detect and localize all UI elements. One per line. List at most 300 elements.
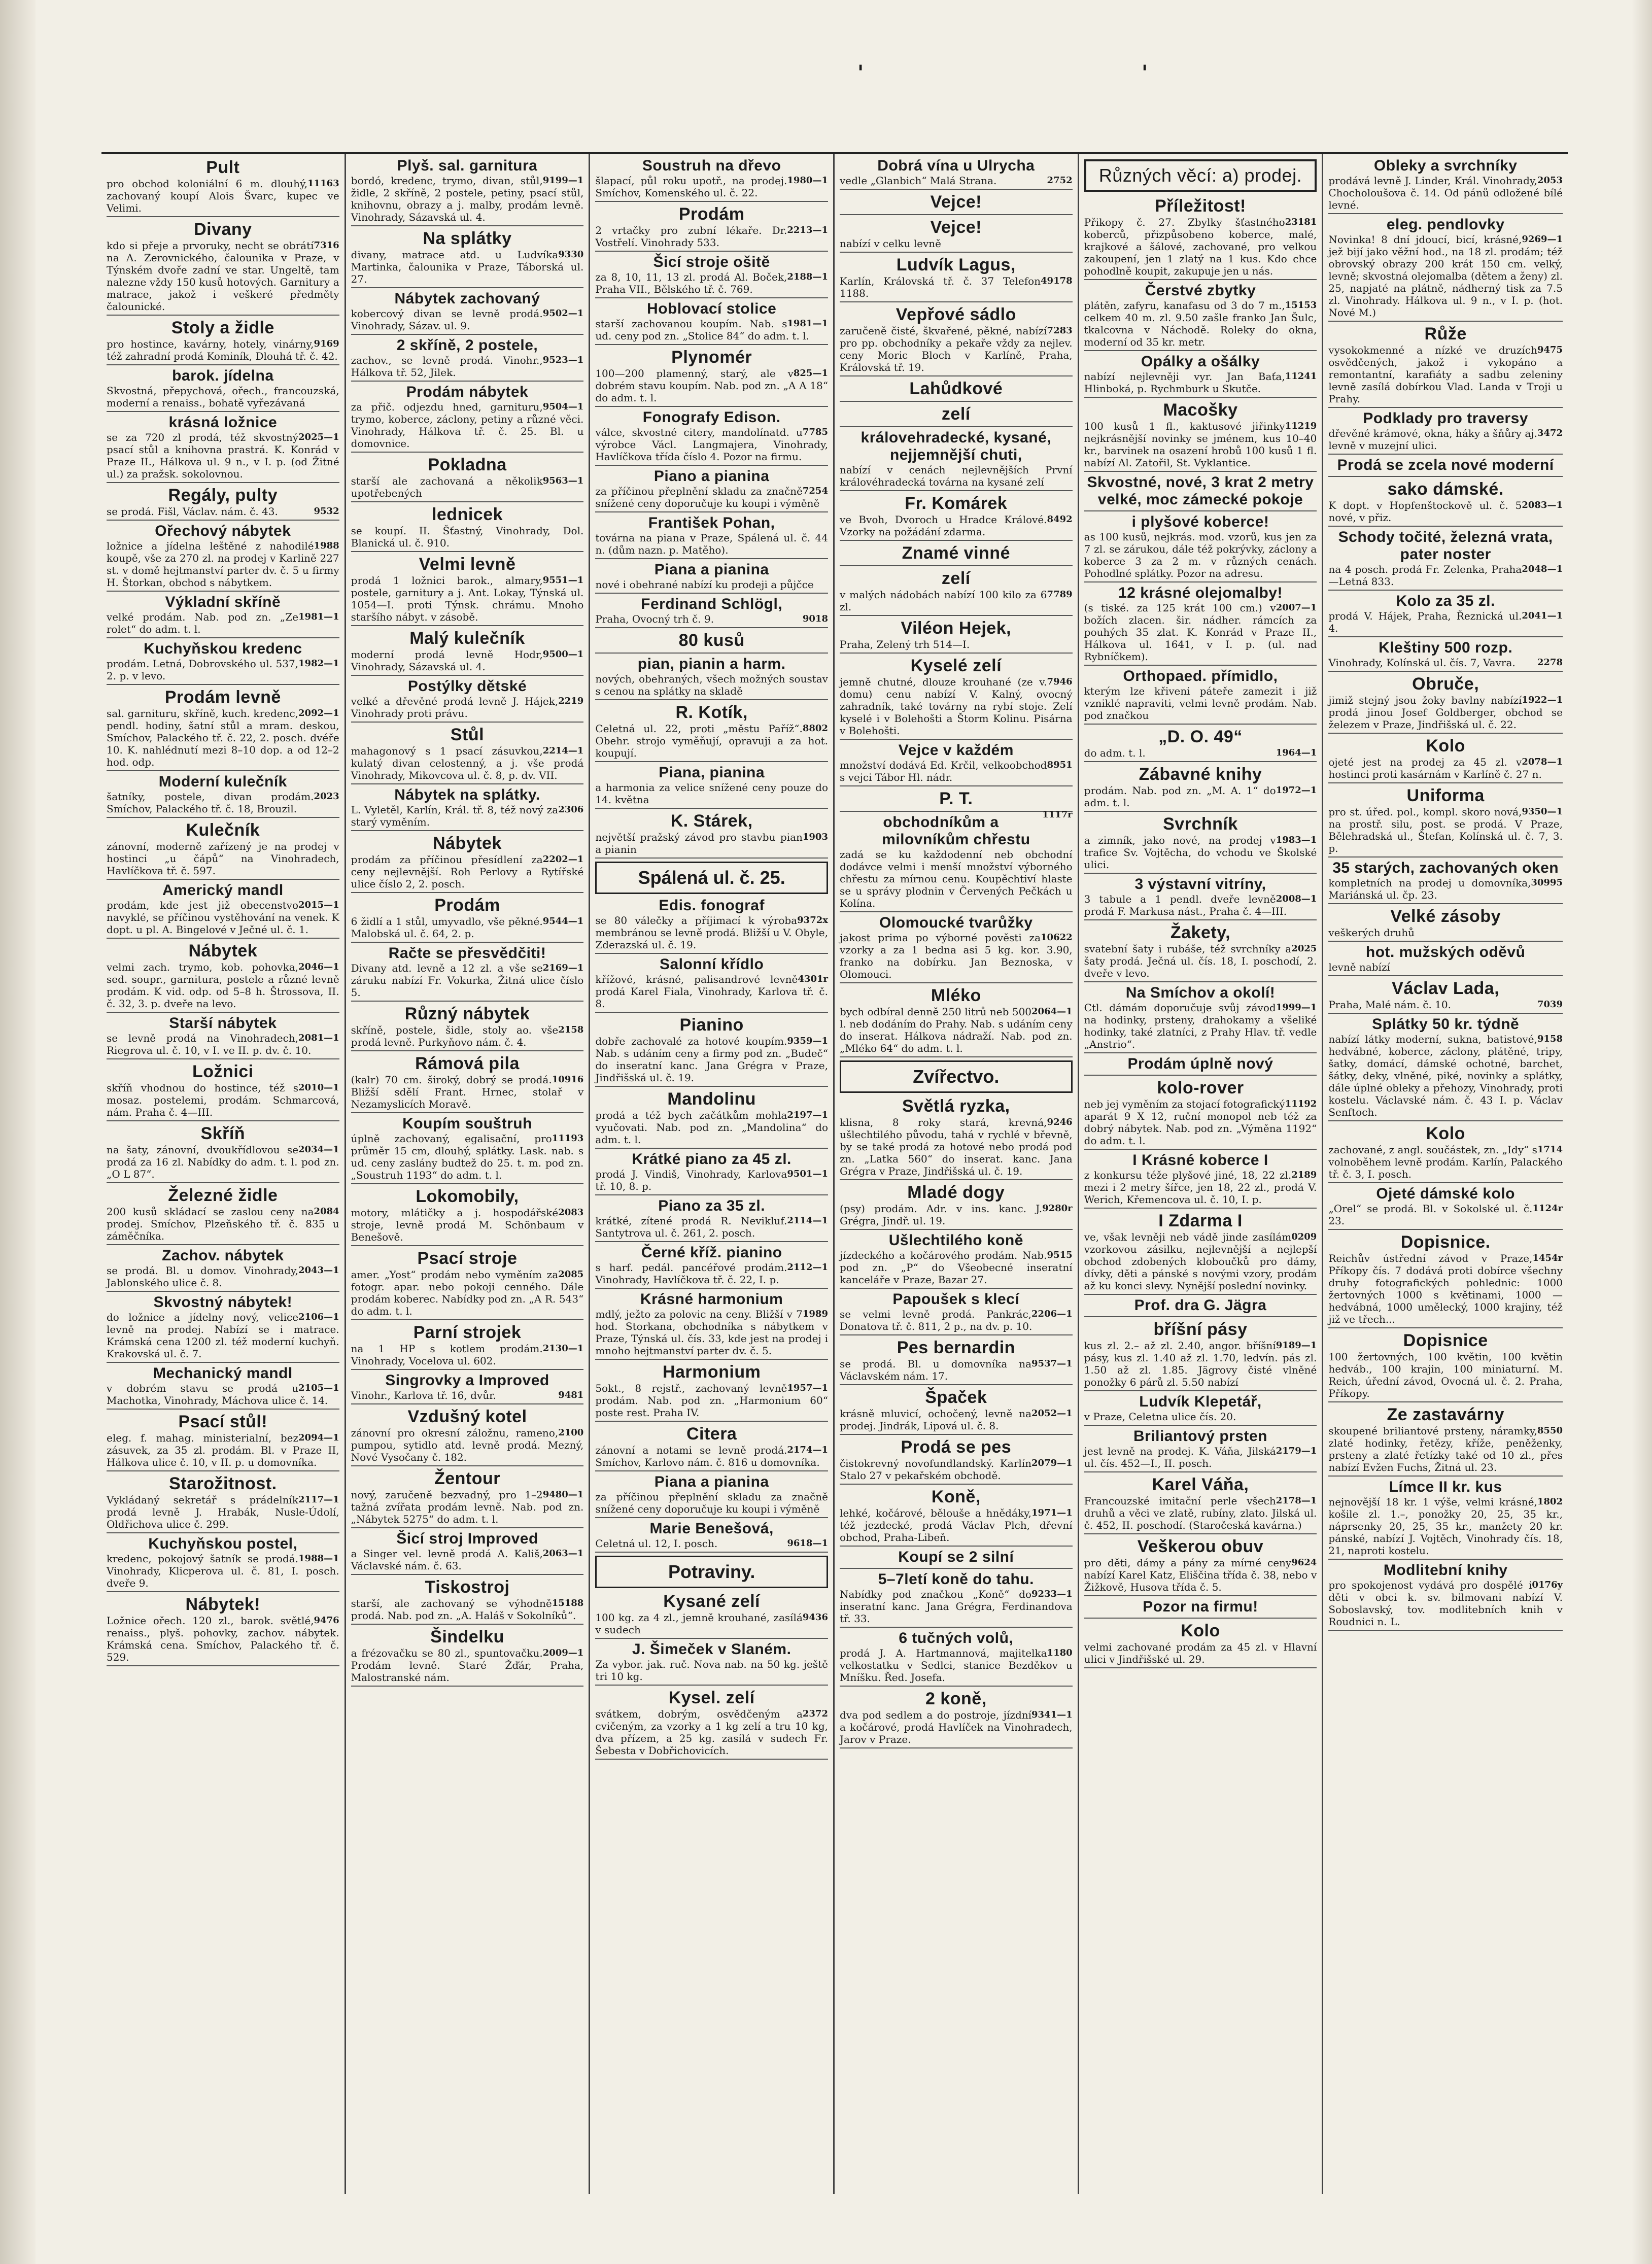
classified-ad: [1084, 1536, 1317, 1596]
ad-text: Celetná ul. 22, proti „městu Paříž“. Obehr. strojo vyměňují, opravuji a za hot. koupují.: [595, 723, 828, 759]
classified-ad: [840, 404, 1073, 427]
ad-body: [351, 1074, 584, 1110]
ad-text: Francouzské imitační perle všech druhů a věci ve zlatě, rubíny, zlato. Jilská ul. č. 452, II. poschodí. (Staročeská kavárna.): [1084, 1495, 1317, 1531]
classified-ad: [595, 561, 828, 594]
ad-body: [107, 338, 339, 362]
ad-number: 15153: [1285, 300, 1317, 311]
ad-text: nejnovější 18 kr. 1 výše, velmi krásné, košile zl. 1.–, ponožky 20, 25, 35 kr., náprsenky 20, 25, 35 kr., manžety 20 kr. pánské, nabízí J. Vojtěch, Vinohrady čís. 18, 21, naproti kostelu.: [1328, 1496, 1563, 1557]
classified-ad: [351, 1407, 584, 1466]
classified-ad: [351, 290, 584, 335]
ad-body: [840, 676, 1073, 737]
ad-headline: lednicek: [431, 505, 503, 524]
ad-body: [595, 1444, 828, 1468]
ad-body: [840, 1249, 1073, 1286]
classified-ad: [351, 504, 584, 552]
ad-body: [1084, 893, 1317, 917]
classified-ad: [840, 568, 1073, 616]
classified-ad: [351, 1115, 584, 1184]
ad-headline: Krásné harmonium: [640, 1291, 783, 1308]
classified-ad: [107, 157, 339, 217]
ad-number: 2188—1: [787, 271, 828, 282]
ad-text: kredenc, pokojový šatník se prodá. Vinohrady, Klicperova ul. č. 81, I. posch. dveře 9.: [107, 1553, 339, 1589]
ad-body: [351, 175, 584, 223]
ad-number: 0209: [1291, 1231, 1317, 1242]
ad-text: a frézovačku se 80 zl., spuntovačku. Prodám levně. Staré Žďár, Praha, Malostranské nám.: [351, 1647, 584, 1684]
classified-ad: [1328, 1330, 1563, 1402]
ad-text: Vinohrady, Kolínská ul. čís. 7, Vavra.: [1328, 657, 1516, 669]
ad-body: [351, 1207, 584, 1243]
classified-ad: [840, 217, 1073, 253]
ad-headline: Prodám nábytek: [406, 384, 529, 400]
classified-columns: [101, 152, 1568, 2194]
ad-headline: Zachov. nábytek: [162, 1247, 284, 1264]
ad-text: Celetná ul. 12, I. posch.: [595, 1537, 718, 1550]
ad-text: kdo si přeje a prvoruky, necht se obrátí na A. Zerovnického, čalounika v Praze, v Týnském dvoře zadní ve star. Ungeltě, tam nalezne vždy 150 kusů hotových. Garnitury a matrace, jakož i veškeré předměty čalounické.: [107, 239, 339, 313]
ad-headline: Kyselé zelí: [910, 656, 1002, 675]
ad-headline: Prodá se pes: [901, 1437, 1012, 1457]
ad-number: 1988—1: [298, 1553, 339, 1564]
ad-body: [840, 325, 1073, 373]
ad-number: 2034—1: [298, 1144, 339, 1155]
ad-body: [595, 271, 828, 295]
ad-headline: Moderní kulečník: [158, 773, 287, 790]
ad-text: Přikopy č. 27. Zbylky šťastného koberců, přizpůsobeno koberce, malé, krajkové a šálové, zachované, pro velkou zakoupení, jen 1 zlatý na 1 kus. Kdo chce pohodlně koupit, zakupuje jen u nás.: [1084, 216, 1317, 277]
ad-headline: Soustruh na dřevo: [642, 157, 781, 174]
ad-number: 2100: [558, 1427, 584, 1438]
ad-number: 1124r: [1532, 1203, 1563, 1214]
ad-body: [595, 1035, 828, 1084]
ad-number: 2025: [1291, 943, 1317, 954]
ad-headline: Nábytek!: [185, 1595, 261, 1614]
ad-number: 9480—1: [542, 1489, 584, 1500]
ad-text: šatníky, postele, divan prodám. Smíchov, Palackého tř. č. 18, Brouzil.: [107, 791, 314, 815]
ad-headline: 35 starých, zachovaných oken: [1332, 860, 1559, 876]
ad-number: 11192: [1285, 1099, 1317, 1109]
ad-number: 7946: [1047, 676, 1073, 687]
classified-ad: [840, 985, 1073, 1057]
ad-number: 10916: [552, 1074, 584, 1085]
classified-ad: [1084, 400, 1317, 472]
classified-ad: [351, 554, 584, 626]
ad-body: [107, 1082, 339, 1118]
classified-ad: [1328, 860, 1563, 904]
ad-text: 100—200 plamenný, starý, ale v dobrém stavu koupím. Nab. pod zn. „A A 18“ do adm. t. l.: [595, 367, 828, 404]
ad-body: [107, 1615, 339, 1663]
ad-number: 8802: [802, 723, 828, 734]
ad-text: starší zachovanou koupím. Nab. s ud. ceny pod zn. „Stolice 84“ do adm. t. l.: [595, 318, 809, 342]
ad-body: [1084, 784, 1317, 809]
ad-headline: Kolo: [1426, 736, 1465, 756]
column-6: [1323, 154, 1568, 2194]
ad-headline: Ze zastavárny: [1387, 1405, 1504, 1424]
classified-ad: [840, 429, 1073, 491]
classified-ad: [595, 347, 828, 407]
classified-ad: [1084, 1598, 1317, 1619]
classified-ad: [1084, 876, 1317, 920]
ad-text: levně nabízí: [1328, 961, 1390, 973]
ad-headline: Modlitební knihy: [1383, 1562, 1508, 1579]
ad-headline: Kysané zelí: [663, 1592, 761, 1611]
ad-body: [1084, 1495, 1317, 1531]
ad-number: 1980—1: [787, 175, 828, 186]
classified-ad: [1328, 1232, 1563, 1328]
ad-text: se prodá. Bl. u domovníka na Václavském nám. 17.: [839, 1358, 1032, 1382]
classified-ad: [595, 764, 828, 809]
classified-ad: [840, 493, 1073, 541]
ad-body: [351, 1647, 584, 1684]
ad-body: [1084, 370, 1317, 395]
classified-ad: [1084, 474, 1317, 511]
ad-headline: Piana a pianina: [654, 1473, 769, 1490]
ad-headline: Čerstvé zbytky: [1145, 282, 1256, 299]
classified-ad: [840, 1549, 1073, 1569]
ad-headline: Fonografy Edison.: [642, 409, 781, 426]
ad-body: [351, 525, 584, 549]
ad-headline: Velmi levně: [419, 555, 516, 574]
ad-headline: Pokladna: [428, 455, 507, 474]
ad-headline: Mléko: [931, 986, 981, 1005]
ad-text: zachov., se levně prodá. Vinohr., Hálkova tř. 52, Jilek.: [351, 354, 543, 379]
classified-ad: [1084, 1474, 1317, 1534]
ad-text: (kalr) 70 cm. široký, dobrý se prodá. Bližší sdělí Frant. Hrnec, stolař v Nezamyslicích Moravě.: [351, 1074, 584, 1110]
ad-body: [107, 540, 339, 589]
ad-headline: Nábytek: [188, 941, 258, 961]
ad-number: 2105—1: [298, 1383, 339, 1393]
classified-ad: [840, 618, 1073, 654]
ad-body: [107, 178, 339, 214]
ad-text: vedle „Glanbich“ Malá Strana.: [839, 175, 997, 187]
ad-text: prodám. Letná, Dobrovského ul. 537, 2. p. v levo.: [107, 658, 299, 682]
classified-ad: [595, 1688, 828, 1760]
ad-body: [351, 307, 584, 332]
ad-number: 825—1: [793, 368, 828, 379]
ad-text: 100 kusů 1 fl., kaktusové jiřinky nejkrásnější novinky se jménem, kus 10–40 kr., barvinek na osazení hrobů 100 kusů 1 fl. nabízí Al. Zatořil, St. Vyklantice.: [1084, 420, 1317, 469]
ad-text: zadá se ku každodenní neb obchodní dodávce velmi i menší množství výborného chřestu za mírnou cenu. Koupěchtiví hlaste se u správy plodnin v Červených Pečkách u Kolína.: [839, 848, 1073, 909]
ad-text: amer. „Yost“ prodám nebo vyměním za fotogr. apar. nebo pokoji cenného. Dále prodám koberec. Nabídky pod zn. „A R. 543“ do adm. t. l.: [351, 1268, 584, 1317]
ad-text: ojeté jest na prodej za 45 zl. v hostinci proti kasárnám v Karlíně č. 27 n.: [1328, 756, 1542, 780]
ad-headline: Mechanický mandl: [153, 1365, 293, 1382]
ad-body: [595, 224, 828, 249]
ad-number: 2064—1: [1031, 1006, 1073, 1017]
ad-headline: Špaček: [925, 1388, 987, 1407]
ad-body: [595, 673, 828, 697]
ad-headline: Prodám: [678, 204, 745, 224]
classified-ad: [107, 414, 339, 483]
ad-headline: R. Kotík,: [675, 703, 748, 722]
ad-text: s harf. pedál. pancéřové prodám. Vinohrady, Havlíčkova tř. č. 22, I. p.: [595, 1261, 787, 1286]
ad-text: velmi zach. trymo, kob. pohovka, sed. soupr., garnitura, postele a různé levně prodám. K vid. odp. od 5–8 h. Štrossova, II. č. 32, 3. p. dveře na levo.: [107, 961, 339, 1010]
ad-body: [107, 1206, 339, 1242]
ad-number: 9436: [802, 1612, 828, 1623]
ad-headline: Psací stůl!: [178, 1412, 268, 1431]
ad-number: 2202—1: [542, 854, 584, 865]
ad-text: se koupí. II. Šťastný, Vinohrady, Dol. Blanická ul. č. 910.: [351, 525, 584, 549]
ad-text: do ložnice a jídelny nový, velice levně na prodej. Nabízí se i matrace. Krámská cena 1200 zl. též moderní kuchyň. Krakovská ul. č. 7.: [107, 1311, 339, 1360]
ad-body: [1328, 344, 1563, 405]
ad-text: jakost prima po výborné pověsti za vzorky a za 1 bedna asi 5 kg. kor. 3.90, franko na dobírku. Jan Beznoska, v Olomouci.: [839, 932, 1073, 980]
ad-headline: Prodám: [434, 896, 500, 915]
ad-number: 11241: [1285, 371, 1317, 382]
ad-headline: Světlá ryzka,: [902, 1096, 1010, 1116]
classified-ad: [840, 1337, 1073, 1385]
ad-body: [840, 1358, 1073, 1382]
classified-ad: [1328, 529, 1563, 591]
classified-ad: [107, 1594, 339, 1666]
ad-number: 9359—1: [787, 1036, 828, 1046]
ad-headline: Koně,: [931, 1487, 981, 1506]
ad-number: 9199—1: [542, 175, 584, 186]
section-heading: Potraviny.: [595, 1556, 828, 1588]
ad-body: [1084, 1169, 1317, 1206]
ad-body: [595, 1109, 828, 1146]
ad-body: [351, 354, 584, 379]
ad-headline: Václav Lada,: [1392, 979, 1500, 998]
classified-ad: [840, 656, 1073, 740]
ad-body: [1084, 747, 1317, 759]
classified-ad: [1328, 785, 1563, 857]
classified-ad: [351, 1372, 584, 1404]
ad-text: (psy) prodám. Adr. v ins. kanc. J. Grégra, Jindř. ul. 19.: [839, 1203, 1043, 1227]
ad-headline: Piana a pianina: [654, 561, 769, 578]
ad-body: [107, 1432, 339, 1468]
ad-number: 2206—1: [1031, 1309, 1073, 1319]
ad-body: [1328, 1144, 1563, 1180]
ad-headline: Parní strojek: [413, 1323, 522, 1342]
ad-text: Ctl. dámám doporučuje svůj závod na hodinky, prsteny, drahokamy a všeliké hodinky, také zlatníci, z Prahy Hlav. tř. vedle „Anstrio“.: [1084, 1002, 1317, 1050]
ad-headline: Vejce v každém: [898, 742, 1014, 759]
column-2: [346, 154, 591, 2194]
ad-number: 9018: [802, 613, 828, 624]
ad-number: 2043—1: [298, 1265, 339, 1276]
ad-body: [1328, 1579, 1563, 1628]
ad-headline: Uniforma: [1406, 786, 1485, 805]
ad-text: Praha, Malé nám. č. 10.: [1328, 999, 1451, 1011]
classified-ad: [1328, 639, 1563, 672]
ad-body: [351, 574, 584, 623]
classified-ad: [840, 543, 1073, 566]
classified-ad: [1084, 1297, 1317, 1317]
ad-body: [595, 1261, 828, 1286]
ad-number: 2197—1: [787, 1110, 828, 1120]
classified-ad: [840, 1630, 1073, 1687]
ad-body: [595, 485, 828, 509]
ad-headline: Obruče,: [1412, 674, 1479, 694]
ad-body: [351, 475, 584, 499]
ad-text: se 80 válečky a příjimací k výroba membránou se levně prodá. Bližší u V. Obyle, Zderazská ul. č. 19.: [595, 914, 828, 951]
classified-ad: [351, 628, 584, 676]
ad-body: [1084, 602, 1317, 663]
ad-headline: Na Smíchov a okolí!: [1125, 984, 1276, 1001]
ad-headline: bříšní pásy: [1153, 1320, 1248, 1339]
ad-body: [595, 1611, 828, 1636]
ad-number: 7789: [1047, 589, 1073, 600]
ad-headline: Velké zásoby: [1390, 907, 1501, 926]
ad-headline: Citera: [686, 1424, 737, 1444]
classified-ad: [840, 192, 1073, 215]
ad-number: 9502—1: [542, 308, 584, 319]
ad-text: nabízí nejlevněji vyr. Jan Baťa, Hlinboká, p. Rychmburk u Skutče.: [1084, 370, 1285, 395]
ad-body: [1328, 233, 1563, 319]
ad-body: [1084, 531, 1317, 579]
ad-number: 10622: [1041, 932, 1073, 943]
ad-body: [840, 175, 1073, 187]
ad-body: [595, 1537, 828, 1550]
ad-text: jemně chutné, dlouze krouhané (ze v. domu) cenu nabízí V. Kalný, ovocný zahradník, také továrny na rybí stoje. Zelí kyselé i v Bolehošti a Štorm Kolinu. Pisárna v Bolehošti.: [839, 676, 1073, 737]
ad-body: [595, 1708, 828, 1757]
ad-text: velmi zachované prodám za 45 zl. v Hlavní ulici v Jindřišské ul. 29.: [1084, 1641, 1317, 1665]
ad-number: 2092—1: [298, 708, 339, 718]
ad-body: [595, 1215, 828, 1239]
ad-number: 2007—1: [1276, 602, 1317, 613]
classified-ad: [840, 1437, 1073, 1485]
ad-body: [1328, 961, 1563, 973]
ad-number: 2041—1: [1522, 610, 1563, 621]
classified-ad: [107, 1185, 339, 1245]
classified-ad: [107, 485, 339, 521]
ad-body: [1084, 299, 1317, 348]
classified-ad: [595, 630, 828, 654]
ad-body: [595, 532, 828, 556]
ad-text: zaručeně čisté, škvařené, pěkné, nabízí pro pp. obchodníky a pekaře vždy za nejlev. ceny Moric Bloch v Karlíně, Praha, Královská tř. 19.: [839, 325, 1073, 373]
ad-text: Vinohr., Karlova tř. 16, dvůr.: [351, 1389, 496, 1401]
ad-body: [1328, 610, 1563, 634]
classified-ad: [1084, 984, 1317, 1053]
ad-body: [351, 745, 584, 781]
ad-headline: 5–7letí koně do tahu.: [878, 1571, 1034, 1588]
classified-ad: [840, 255, 1073, 302]
ad-body: [840, 1647, 1073, 1684]
ad-number: 11193: [552, 1133, 584, 1144]
ad-body: [840, 1709, 1073, 1745]
ad-number: 9341—1: [1031, 1709, 1073, 1720]
ad-headline: Opálky a ošálky: [1141, 353, 1260, 370]
ad-body: [1328, 1033, 1563, 1118]
classified-ad: [595, 1520, 828, 1553]
ad-number: 1982—1: [298, 658, 339, 669]
ad-text: divany, matrace atd. u Ludvíka Martinka, čalounika v Praze, Táborská ul. 27.: [351, 249, 584, 285]
ad-headline: Skvostný nábytek!: [153, 1294, 293, 1311]
ad-body: [107, 1311, 339, 1360]
classified-ad: [1084, 282, 1317, 351]
ad-headline: eleg. pendlovky: [1386, 216, 1505, 233]
classified-ad: [840, 814, 1073, 912]
ad-number: 1983—1: [1276, 835, 1317, 845]
ad-number: 1180: [1047, 1648, 1073, 1658]
ad-headline: Ludvík Klepetář,: [1139, 1393, 1262, 1410]
classified-ad: [1084, 353, 1317, 398]
classified-ad: [107, 219, 339, 316]
ad-text: jimiž stejný jsou žoky bavlny nabízí prodá jinou Josef Goldberger, obchod se železem v Praze, Jindřišská ul. č. 22.: [1328, 694, 1563, 731]
ad-headline: 80 kusů: [678, 631, 745, 650]
ad-headline: Vzdušný kotel: [407, 1407, 527, 1426]
ad-headline: hot. mužských oděvů: [1365, 944, 1526, 961]
ad-headline: Skvostné, nové, 3 krat 2 metry velké, moc zámecké pokoje: [1087, 474, 1314, 508]
ad-body: [107, 1032, 339, 1056]
ad-text: as 100 kusů, nejkrás. mod. vzorů, kus jen za 7 zl. se zárukou, dále též pokrývky, záclony a koberce 3 za 2 m. v různých cenách. Pohodlné splátky. Pozor na adresu.: [1084, 531, 1317, 579]
ad-text: krátké, zítené prodá R. Nevikluf. Santytrova ul. č. 261, 2. posch.: [595, 1215, 787, 1239]
ad-body: [107, 791, 339, 815]
ad-text: (s tiské. za 125 krát 100 cm.) v božích zlacen. šir. nádher. rámcích za pouhých 35 zlat. K. Konrád v Praze II., Hálkova ul. 1641, v I. p. (ul. nad Rybníčkem).: [1084, 602, 1317, 663]
ad-body: [840, 513, 1073, 538]
ad-body: [595, 426, 828, 463]
ad-headline: Kleštiny 500 rozp.: [1379, 639, 1513, 656]
ad-headline: Obleky a svrchníky: [1373, 157, 1518, 174]
classified-ad: [595, 204, 828, 252]
ad-body: [107, 505, 339, 518]
ad-headline: Příležitost!: [1155, 196, 1246, 216]
ad-number: 2114—1: [787, 1215, 828, 1226]
classified-ad: [840, 914, 1073, 983]
ad-headline: Stůl: [450, 725, 485, 744]
ad-text: a Singer vel. levně prodá A. Kališ, Václavské nám. č. 63.: [351, 1548, 543, 1572]
ad-number: 8951: [1047, 760, 1073, 770]
classified-ad: [1328, 157, 1563, 214]
classified-ad: [595, 702, 828, 762]
ad-number: 11219: [1285, 421, 1317, 431]
classified-ad: [351, 1248, 584, 1320]
ad-text: jest levně na prodej. K. Váňa, Jilská ul. čís. 452—I., II. posch.: [1084, 1445, 1276, 1469]
ad-text: největší pražský závod pro stavbu pian a pianin: [595, 831, 803, 855]
ad-text: továrna na piana v Praze, Spálená ul. č. 44 n. (dům nazn. p. Matěho).: [595, 532, 828, 556]
ad-body: [1328, 499, 1563, 524]
ad-text: Ložnice ořech. 120 zl., barok. světlé, renaiss., plyš. pohovky, zachov. nábytek. Krámská cena. Smíchov, Palackého tř. č. 529.: [107, 1615, 339, 1663]
ad-number: 9233—1: [1031, 1589, 1073, 1599]
ad-headline: Různý nábytek: [404, 1004, 530, 1023]
ad-body: [351, 1268, 584, 1317]
ad-number: 9551—1: [542, 575, 584, 586]
ad-headline: 2 koně,: [925, 1689, 987, 1708]
ad-text: pro hostince, kavárny, hotely, vinárny, též zahradní prodá Kominík, Dlouhá tř. č. 42.: [107, 338, 338, 362]
ad-number: 1981—1: [787, 318, 828, 329]
classified-ad: [1328, 978, 1563, 1014]
classified-ad: [595, 1291, 828, 1360]
ad-headline: Macošky: [1163, 400, 1238, 420]
classified-ad: [595, 1244, 828, 1289]
ad-headline: Kuchyňskou postel,: [148, 1535, 298, 1552]
classified-ad: [107, 941, 339, 1013]
ad-headline: Na splátky: [423, 229, 512, 248]
ad-body: [595, 914, 828, 951]
classified-ad: [107, 318, 339, 365]
ad-text: se velmi levně prodá. Pankrác, Donatova tř. č. 811, 2 p., na dv. p. 10.: [839, 1308, 1032, 1332]
ad-headline: Regály, pulty: [168, 486, 278, 505]
ad-number: 1964—1: [1276, 747, 1317, 758]
ad-headline: Pozor na firmu!: [1143, 1598, 1258, 1615]
ad-text: se levně prodá na Vinohradech, Riegrova ul. č. 10, v I. ve II. p. dv. č. 10.: [107, 1032, 312, 1056]
page-mark-left: ': [857, 61, 864, 85]
ad-headline: Račte se přesvědčiti!: [388, 945, 546, 962]
ad-number: 7283: [1047, 325, 1073, 336]
ad-headline: Hoblovací stolice: [647, 300, 777, 317]
ad-number: 1988: [314, 540, 339, 551]
ad-number: 1922—1: [1522, 695, 1563, 705]
ad-number: 9476: [314, 1615, 339, 1626]
ad-body: [595, 1491, 828, 1515]
ad-body: [351, 1024, 584, 1048]
ad-text: Za vybor. jak. ruč. Nova nab. na 50 kg. ještě tri 10 kg.: [595, 1658, 828, 1683]
ad-body: [351, 1389, 584, 1401]
ad-headline: Plynomér: [671, 348, 752, 367]
classified-ad: [107, 594, 339, 638]
ad-number: 2010—1: [298, 1082, 339, 1093]
classified-ad: [351, 1053, 584, 1113]
ad-number: 15188: [552, 1598, 584, 1608]
ad-text: zánovní a notami se levně prodá. Smíchov, Karlovo nám. č. 816 u domovníka.: [595, 1444, 820, 1468]
ad-body: [840, 464, 1073, 488]
ad-body: [1328, 877, 1563, 901]
classified-ad: [351, 1627, 584, 1687]
ad-headline: Prof. dra G. Jägra: [1134, 1297, 1267, 1314]
